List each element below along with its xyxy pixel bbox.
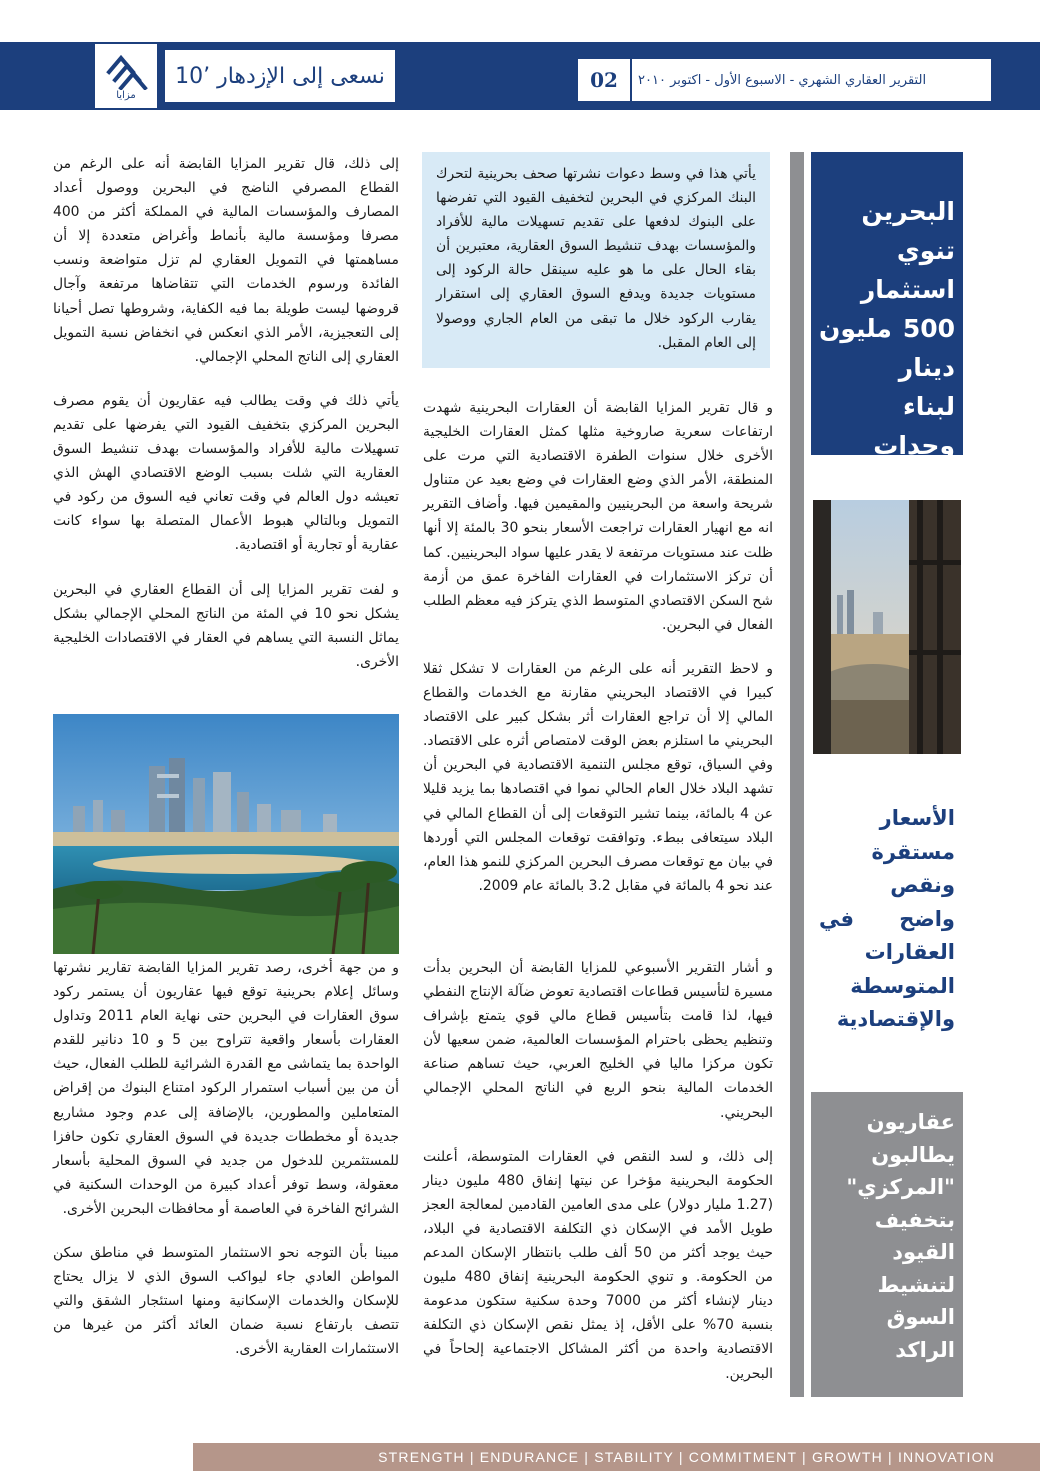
sidebar-headline-investment — [811, 152, 963, 499]
sidebar-headline-prices — [811, 790, 963, 1031]
footer-tagline: STRENGTH | ENDURANCE | STABILITY | COMMITMENT | GROWTH | INNOVATION — [193, 1443, 1040, 1471]
headline-line: سكنية — [880, 470, 955, 499]
middle-column-top — [423, 396, 773, 918]
headline-line: الأسعار — [879, 806, 955, 830]
headline-line: 500 مليون — [819, 314, 955, 343]
issue-label: التقرير العقاري الشهري - الاسبوع الأول - اكتوبر ٢٠١٠ — [638, 72, 927, 88]
paragraph: و أشار التقرير الأسبوعي للمزايا القابضة أن البحرين بدأت مسيرة لتأسيس قطاعات اقتصادية تعوض ضآلة الإنتاج النفطي فيها، لذا قامت بتأسيس قطاع مالي قوي يتمتع بإشراف وتنظيم يحظى باحترام المؤسسات العالمية، ضمن سعيها لأن تكون مركزا ماليا في الخليج العربي، حيث تساهم صناعة الخدمات المالية بنحو الربع في الناتج المحلي الإجمالي البحريني. — [423, 960, 773, 1121]
paragraph: و قال تقرير المزايا القابضة أن العقارات البحرينية شهدت ارتفاعات سعرية صاروخية مثلها كمثل العقارات الخليجية الأخرى خلال سنوات الطفرة الاقتصادية التي مرت على المنطقة، الأمر الذي وضع العقارات في وضع بعيد عن متناول شريحة واسعة من البحرينيين والمقيمين فيها. وأضاف التقرير انه مع انهيار العقارات تراجعت الأسعار بنحو 30 بالمئة إلا أنها ظلت عند مستويات مرتفعة لا يقدر عليها سواد البحرينيين. كما أن تركز الاستثمارات في العقارات الفاخرة عمق من أزمة شح السكن الاقتصادي المتوسط الذي يتركز فيه معظم الطلب الفعال في البحرين. — [423, 400, 774, 633]
paragraph: و من جهة أخرى، رصد تقرير المزايا القابضة تقارير نشرتها وسائل إعلام بحرينية توقع فيها عقاريون أن يستمر ركود سوق العقارات في البحرين حتى نهاية العام 2011 وتداول العقارات بأسعار واقعية تتراوح بين 5 و 10 دنانير للقدم الواحدة بما يتماشى مع القدرة الشرائية للطلب الفعال، حيث أن من بين أسباب استمرار الركود امتناع البنوك من إقراض المتعاملين والمطورين، بالإضافة إلى عدم وجود مشاريع جديدة أو مخططات جديدة في السوق العقاري تكون حافزا للمستثمرين للدخول من جديد في السوق المحلية بأسعار معقولة، وسط توفر أعداد كبيرة من الوحدات السكنية في الشرائح الفاخرة في العاصمة أو محافظات البحرين الأخرى. — [53, 960, 399, 1217]
headline-line: لبناء — [903, 392, 955, 421]
skyline-image — [53, 714, 399, 954]
window-image — [813, 500, 961, 754]
sidebar-headline-demands — [811, 1092, 963, 1397]
paragraph: مبينا بأن التوجه نحو الاستثمار المتوسط في مناطق سكن المواطن العادي جاء ليواكب السوق الذي لا يزال يحتاج للإسكان والخدمات الإسكانية ومنها استئجار الشقق والتي تتصف بارتفاع نسبة ضمان العائد أكثر من غيرها من الاستثمارات العقارية الأخرى. — [53, 1245, 399, 1358]
headline-line: المتوسطة — [850, 973, 955, 998]
issue-info-box — [577, 58, 992, 102]
headline-line: عقاريون — [866, 1110, 955, 1134]
paragraph: و لفت تقرير المزايا إلى أن القطاع العقاري في البحرين يشكل نحو 10 في المئة من الناتج المحلي الإجمالي بشكل يماثل النسبة التي يساهم في العقار في الاقتصادات الخليجية الأخرى. — [53, 581, 399, 670]
headline-line: بتخفيف — [874, 1207, 955, 1232]
headline-line: الراكد — [895, 1337, 955, 1362]
headline-line: وحدات — [873, 431, 955, 460]
company-logo — [95, 44, 157, 108]
headline-line: واضح في — [819, 906, 955, 931]
paragraph: إلى ذلك، و لسد النقص في العقارات المتوسطة، أعلنت الحكومة البحرينية مؤخرا عن نيتها إنفاق 480 مليون دينار (1.27 مليار دولار) على مدى العامين القادمين لمعالجة العجز طويل الأمد في الإسكان ذي التكلفة الاقتصادية في البلاد، حيث يوجد أكثر من 50 ألف طلب بانتظار الإسكان المدعم من الحكومة. و تنوي الحكومة البحرينية إنفاق 480 مليون دينار لإنشاء أكثر من 7000 وحدة سكنية ستكون مدعومة بنسبة 70% على الأقل، إذ يمثل نقص الإسكان ذي التكلفة الاقتصادية واحدة من أكثر المشاكل الاجتماعية إلحاحاً في البحرين. — [423, 1148, 774, 1382]
left-column-bottom — [53, 956, 399, 1382]
sidebar-strip — [790, 152, 804, 1397]
logo-text: مزايا — [116, 90, 136, 101]
left-column-top — [53, 152, 399, 694]
window-view-photo — [813, 500, 961, 754]
paragraph: و لاحظ التقرير أنه على الرغم من العقارات لا تشكل ثقلا كبيرا في الاقتصاد البحريني مقارنة مع الخدمات والقطاع المالي إلا أن تراجع العقارات أثر بشكل كبير على الاقتصاد البحريني ما استلزم بعض الوقت لامتصاص أثره على الاقتصاد. وفي السياق، توقع مجلس التنمية الاقتصادية في البحرين أن تشهد البلاد خلال العام الحالي نموا في اقتصادها بما يزيد قليلا عن 4 بالمائة، بينما تشير التوقعات إلى أن القطاع المالي في البلاد سيتعافى ببطء. وتوافقت توقعات المجلس التي أوردها في بيان مع توقعات مصرف البحرين المركزي للنمو هذا العام، عند نحو 4 بالمائة في مقابل 3.2 بالمائة عام 2009. — [423, 660, 774, 894]
headline-line: مستقرة — [871, 839, 955, 864]
bahrain-skyline-photo — [53, 714, 399, 954]
paragraph: يأتي ذلك في وقت يطالب فيه عقاريون أن يقوم مصرف البحرين المركزي بتخفيف القيود التي يفرضها على تقديم تسهيلات مالية للأفراد والمؤسسات بهدف تنشيط السوق العقارية التي شلت بسبب الوضع الاقتصادي الهش الذي تعيشه دول العالم في وقت تعاني فيه السوق من ركود في التمويل وبالتالي هبوط الأعمال المتصلة بها سواء كانت عقارية أو تجارية أو اقتصادية. — [53, 392, 399, 554]
headline-line: تنوي — [896, 236, 955, 265]
headline-line: والإقتصادية — [836, 1007, 955, 1031]
headline-line: البحرين — [861, 197, 955, 226]
paragraph: إلى ذلك، قال تقرير المزايا القابضة أنه على الرغم من القطاع المصرفي الناضج في البحرين ووصول أعداد المصارف والمؤسسات المالية في المملكة أكثر من 400 مصرفا ومؤسسة مالية بأنماط وأغراض متعددة إلا أن مساهمتها في التمويل العقاري لم تزل متواضعة ونسب الفائدة ورسوم الخدمات التي تتقاضاها مرتفعة وآجال قروضها ليست طويلة بما فيه الكفاية، وشروطها تصل أحيانا إلى التعجيزية، الأمر الذي انعكس في انخفاض نسبة التمويل العقاري إلى الناتج المحلي الإجمالي. — [53, 156, 399, 365]
headline-line: العقارات — [864, 940, 955, 964]
logo-chevrons-icon — [103, 50, 149, 90]
headline-line: القيود — [892, 1240, 955, 1264]
slogan: نسعى إلى الإزدهار ’10 — [165, 50, 395, 102]
headline-line: ونقص — [890, 873, 955, 897]
highlight-callout: يأتي هذا في وسط دعوات نشرتها صحف بحرينية لتحرك البنك المركزي في البحرين لتخفيف القيود التي تفرضها على البنوك لدفعها على تقديم تسهيلات مالية للأفراد والمؤسسات بهدف تنشيط السوق العقارية، معتبرين أن بقاء الحال على ما هو عليه سينقل حالة الركود إلى مستويات جديدة ويدفع السوق العقاري إلى استقرار يقارب الركود خلال ما تبقى من العام الجاري ووصولا إلى العام المقبل. — [422, 152, 770, 368]
page-number: 02 — [578, 59, 632, 101]
headline-line: دينار — [898, 353, 955, 382]
page-header — [0, 0, 1040, 122]
headline-line: استثمار — [860, 275, 955, 304]
headline-line: "المركزي" — [846, 1175, 955, 1199]
middle-column-bottom — [423, 956, 773, 1406]
headline-line: لتنشيط — [877, 1272, 955, 1297]
headline-line: السوق — [886, 1305, 955, 1329]
headline-line: يطالبون — [871, 1142, 955, 1167]
